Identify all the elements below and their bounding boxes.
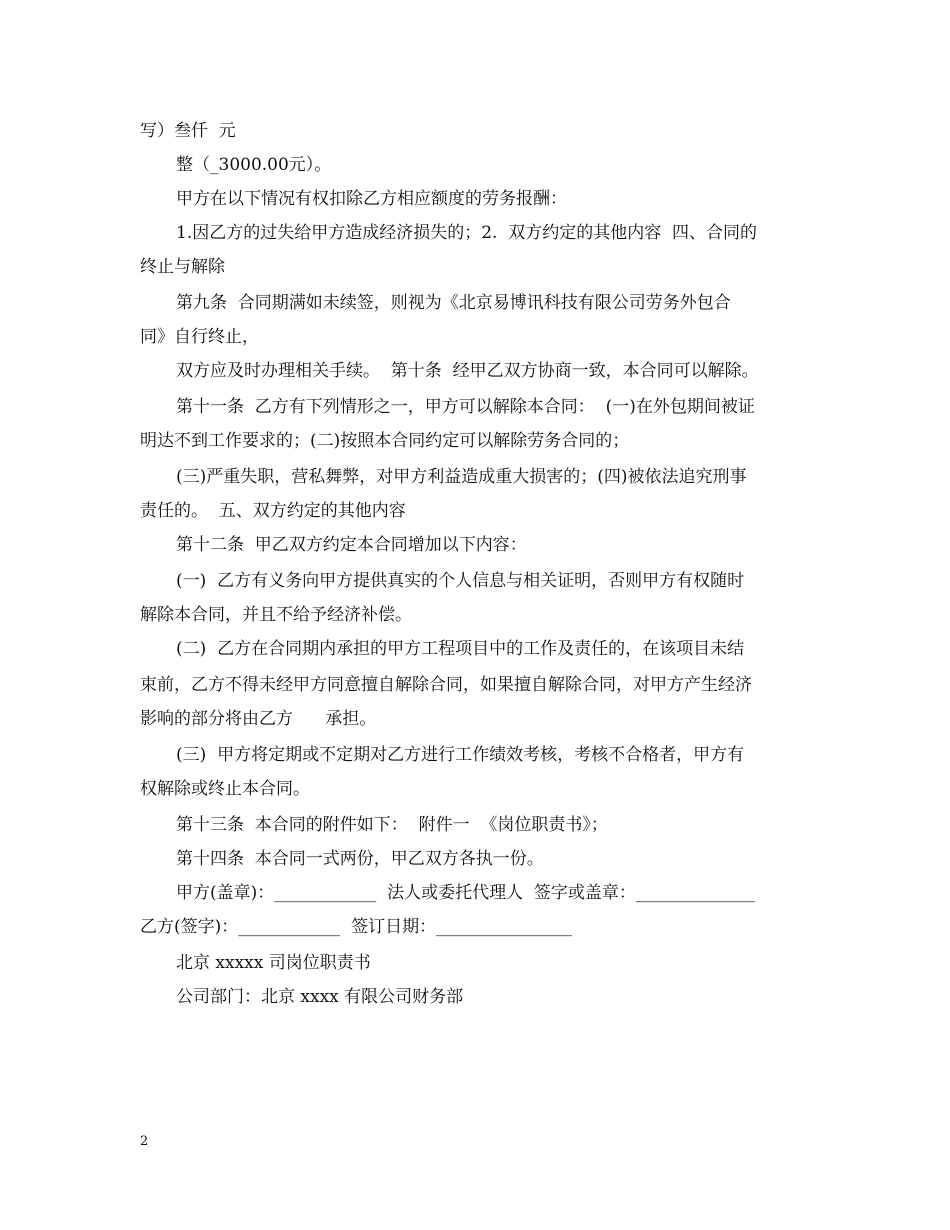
text-line: 甲方(盖章)：____________ 法人或委托代理人 签字或盖章：______________ bbox=[176, 883, 755, 903]
text-line: 写）叁仟 元 bbox=[140, 121, 236, 141]
text-line: (二) 乙方在合同期内承担的甲方工程项目中的工作及责任的，在该项目未结 bbox=[176, 639, 745, 659]
text-line: (一) 乙方有义务向甲方提供真实的个人信息与相关证明，否则甲方有权随时 bbox=[176, 571, 745, 591]
text-line: 权解除或终止本合同。 bbox=[140, 779, 310, 799]
text-line: 第十四条 本合同一式两份，甲乙双方各执一份。 bbox=[176, 849, 544, 869]
text-line: 终止与解除 bbox=[140, 257, 225, 277]
text-line: 乙方(签字)：____________ 签订日期：________________ bbox=[140, 917, 573, 937]
text-line: 双方应及时办理相关手续。 第十条 经甲乙双方协商一致，本合同可以解除。 bbox=[176, 361, 759, 381]
text-line: 甲方在以下情况有权扣除乙方相应额度的劳务报酬： bbox=[176, 189, 567, 209]
text-line: 公司部门：北京 xxxx 有限公司财务部 bbox=[176, 987, 464, 1007]
text-line: (三) 甲方将定期或不定期对乙方进行工作绩效考核，考核不合格者，甲方有 bbox=[176, 745, 745, 765]
text-line: 影响的部分将由乙方 承担。 bbox=[140, 709, 377, 729]
text-line: 北京 xxxxx 司岗位职责书 bbox=[176, 953, 371, 973]
text-line: 第十二条 甲乙双方约定本合同增加以下内容： bbox=[176, 535, 527, 555]
text-line: 第十一条 乙方有下列情形之一，甲方可以解除本合同： (一)在外包期间被证 bbox=[176, 397, 755, 417]
text-line: 1.因乙方的过失给甲方造成经济损失的；2. 双方约定的其他内容 四、合同的 bbox=[176, 223, 758, 243]
text-line: 同》自行终止， bbox=[140, 327, 259, 347]
text-line: 整（_3000.00元）。 bbox=[176, 155, 332, 175]
text-line: 明达不到工作要求的；(二)按照本合同约定可以解除劳务合同的； bbox=[140, 431, 630, 451]
text-line: (三)严重失职，营私舞弊，对甲方利益造成重大损害的；(四)被依法追究刑事 bbox=[176, 467, 747, 487]
text-line: 束前，乙方不得未经甲方同意擅自解除合同，如果擅自解除合同，对甲方产生经济 bbox=[140, 675, 752, 695]
text-line: 责任的。 五、双方约定的其他内容 bbox=[140, 501, 406, 521]
page-number: 2 bbox=[140, 1134, 149, 1149]
text-line: 第九条 合同期满如未续签，则视为《北京易博讯科技有限公司劳务外包合 bbox=[176, 293, 731, 313]
text-line: 解除本合同，并且不给予经济补偿。 bbox=[140, 605, 412, 625]
text-line: 第十三条 本合同的附件如下： 附件一 《岗位职责书》； bbox=[176, 815, 608, 835]
